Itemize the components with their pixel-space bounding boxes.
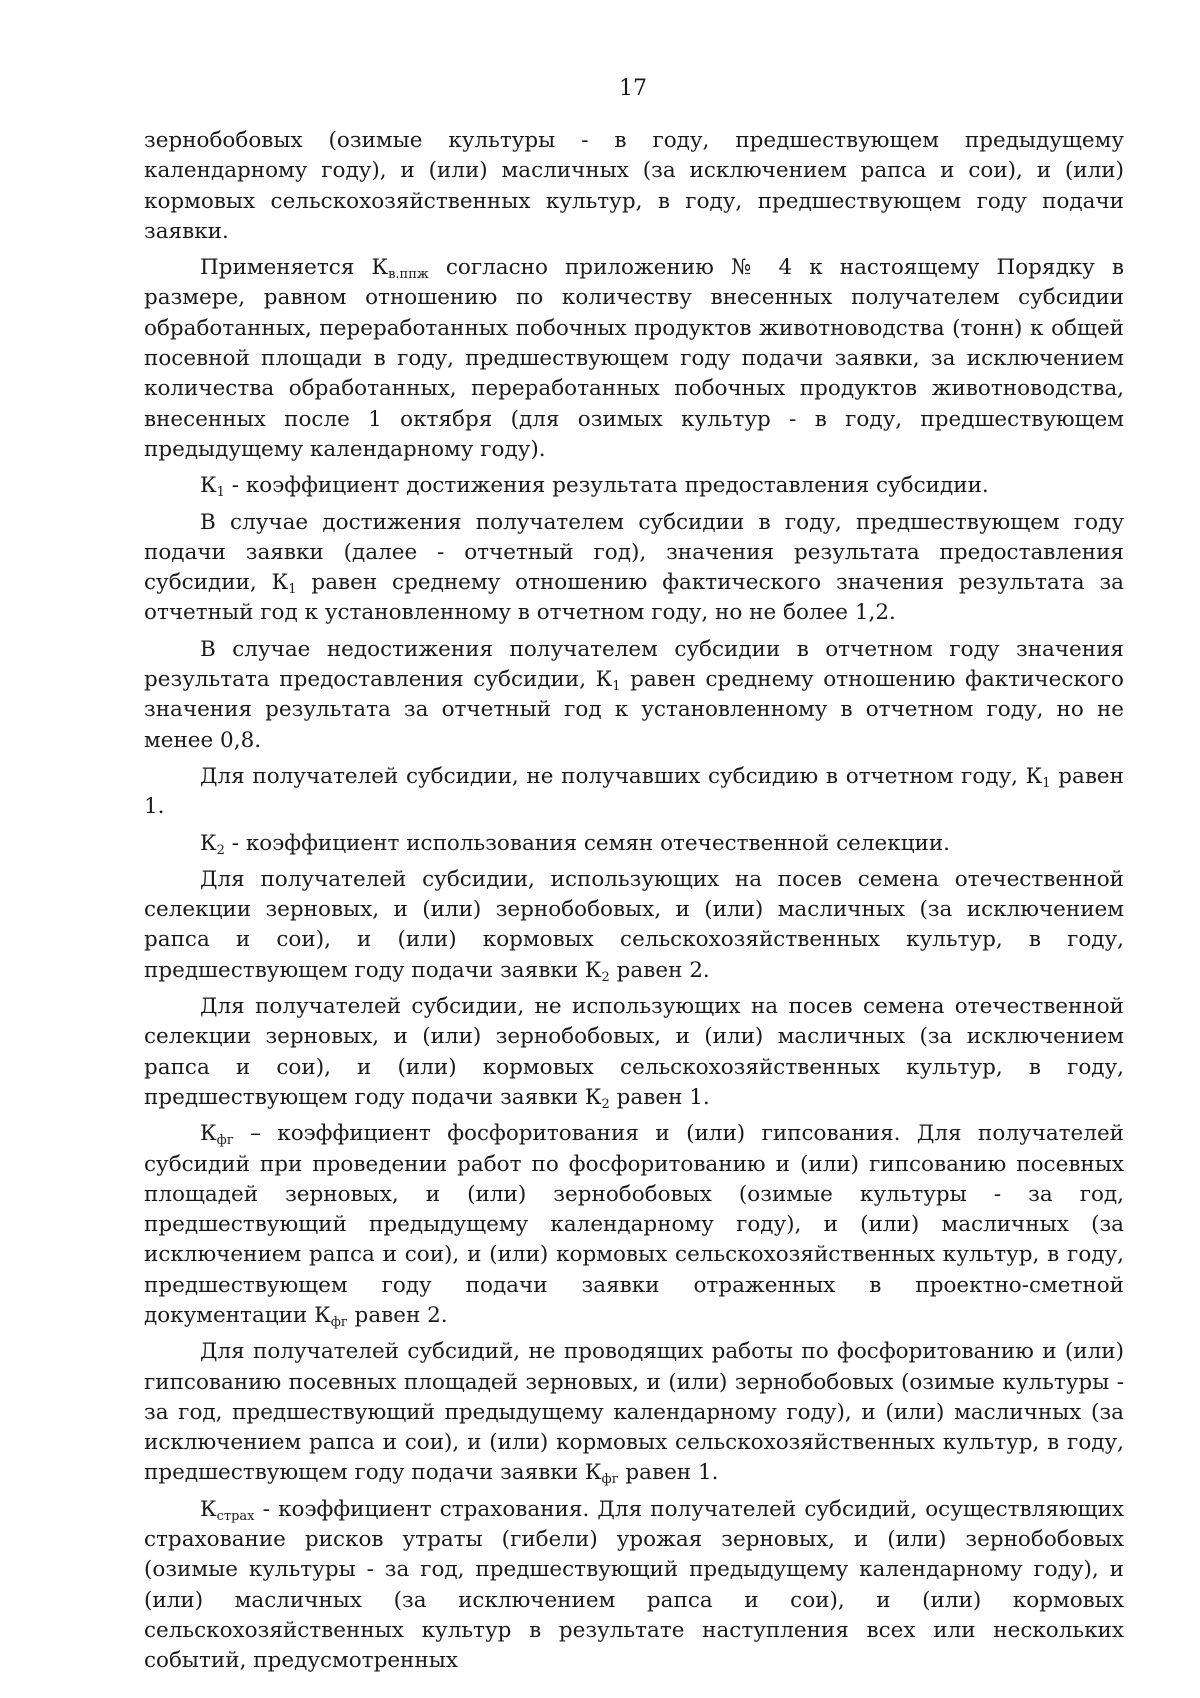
coefficient-subscript: 1: [288, 582, 297, 598]
paragraph-text: В случае достижения получателем субсидии в году, предшествующем году подачи заявки (далее - отчетный год), значения результата предоставления субсидии, К: [144, 509, 1124, 596]
coefficient-subscript: в.ппж: [388, 267, 429, 283]
paragraph-text: равен среднему отношению фактического значения результата за отчетный год к установленному в отчетном году, но не менее 0,8.: [144, 667, 1124, 753]
paragraph-text: – коэффициент фосфоритования и (или) гипсования. Для получателей субсидий при проведении работ по фосфоритованию и (или) гипсованию посевных площадей зерновых, и (или) зернобобовых (озимые культуры - за год, предшествующий предыдущему календарному году), и (или) масличных (за исключением рапса и сои), и (или) кормовых сельскохозяйственных культур, в году, предшествующем году подачи заявки отраженных в проектно-сметной документации К: [144, 1121, 1124, 1328]
paragraph-p4: [144, 635, 1124, 756]
paragraph-text: К: [200, 830, 217, 856]
paragraph-p2: [144, 471, 1124, 501]
paragraph-text: равен 2.: [609, 957, 710, 983]
paragraph-text: К: [200, 473, 217, 499]
paragraph-p11: [144, 1495, 1124, 1677]
coefficient-subscript: 1: [612, 679, 621, 695]
paragraph-text: согласно приложению № 4 к настоящему Порядку в размере, равном отношению по количеству внесенных получателем субсидии обработанных, переработанных побочных продуктов животноводства (тонн) к общей посевной площади в году, предшествующем году подачи заявки, за исключением количества обработанных, переработанных побочных продуктов животноводства, внесенных после 1 октября (для озимых культур - в году, предшествующем предыдущему календарному году).: [144, 255, 1124, 462]
coefficient-subscript: 2: [216, 842, 225, 858]
paragraph-text: зернобобовых (озимые культуры - в году, предшествующем предыдущему календарному году), и (или) масличных (за исключением рапса и сои), и (или) кормовых сельскохозяйственных культур, в году, предшествующем году подачи заявки.: [144, 128, 1124, 244]
paragraph-p8: [144, 992, 1124, 1113]
coefficient-subscript: страх: [216, 1508, 255, 1524]
paragraph-p0: [144, 126, 1124, 247]
paragraph-text: - коэффициент использования семян отечественной селекции.: [224, 830, 951, 856]
paragraph-text: равен 1.: [609, 1084, 710, 1110]
paragraph-p10: [144, 1337, 1124, 1488]
paragraph-p6: [144, 829, 1124, 859]
paragraph-text: равен 1.: [144, 763, 1124, 820]
paragraph-text: Для получателей субсидии, не получавших субсидию в отчетном году, К: [200, 763, 1043, 789]
coefficient-subscript: 1: [216, 485, 225, 501]
coefficient-subscript: фг: [330, 1314, 348, 1330]
paragraph-text: В случае недостижения получателем субсидии в отчетном году значения результата предоставления субсидии, К: [144, 636, 1124, 693]
coefficient-subscript: 1: [1042, 775, 1051, 791]
paragraph-text: К: [200, 1496, 217, 1522]
paragraph-text: равен 1.: [618, 1460, 719, 1486]
paragraph-text: К: [200, 1121, 217, 1147]
paragraph-text: Для получателей субсидии, не использующих на посев семена отечественной селекции зерновых, и (или) зернобобовых, и (или) масличных (за исключением рапса и сои), и (или) кормовых сельскохозяйственных культур, в году, предшествующем году подачи заявки К: [144, 994, 1124, 1110]
paragraph-text: равен 2.: [347, 1302, 448, 1328]
paragraph-p3: [144, 508, 1124, 629]
page-number: 17: [619, 76, 647, 101]
paragraph-text: Для получателей субсидий, не проводящих работы по фосфоритованию и (или) гипсованию посевных площадей зерновых, и (или) зернобобовых (озимые культуры - за год, предшествующий предыдущему календарному году), и (или) масличных (за исключением рапса и сои), и (или) кормовых сельскохозяйственных культур, в году, предшествующем году подачи заявки К: [144, 1339, 1124, 1486]
paragraph-text: - коэффициент страхования. Для получателей субсидий, осуществляющих страхование рисков утраты (гибели) урожая зерновых, и (или) зернобобовых (озимые культуры - за год, предшествующий предыдущему календарному году), и (или) масличных (за исключением рапса и сои), и (или) кормовых сельскохозяйственных культур в результате наступления всех или нескольких событий, предусмотренных: [144, 1496, 1124, 1674]
paragraph-p7: [144, 865, 1124, 986]
coefficient-subscript: фг: [216, 1133, 234, 1149]
coefficient-subscript: 2: [601, 1096, 610, 1112]
coefficient-subscript: фг: [601, 1472, 619, 1488]
paragraph-p9: [144, 1119, 1124, 1331]
paragraph-text: Применяется К: [200, 255, 389, 281]
paragraph-text: Для получателей субсидии, использующих на посев семена отечественной селекции зерновых, и (или) зернобобовых, и (или) масличных (за исключением рапса и сои), и (или) кормовых сельскохозяйственных культур, в году, предшествующем году подачи заявки К: [144, 866, 1124, 983]
document-body: [144, 126, 1124, 1683]
paragraph-p5: [144, 762, 1124, 823]
coefficient-subscript: 2: [601, 969, 610, 985]
paragraph-text: - коэффициент достижения результата предоставления субсидии.: [224, 473, 989, 499]
paragraph-text: равен среднему отношению фактического значения результата за отчетный год к установленному в отчетном году, но не более 1,2.: [144, 570, 1124, 626]
paragraph-p1: [144, 253, 1124, 465]
